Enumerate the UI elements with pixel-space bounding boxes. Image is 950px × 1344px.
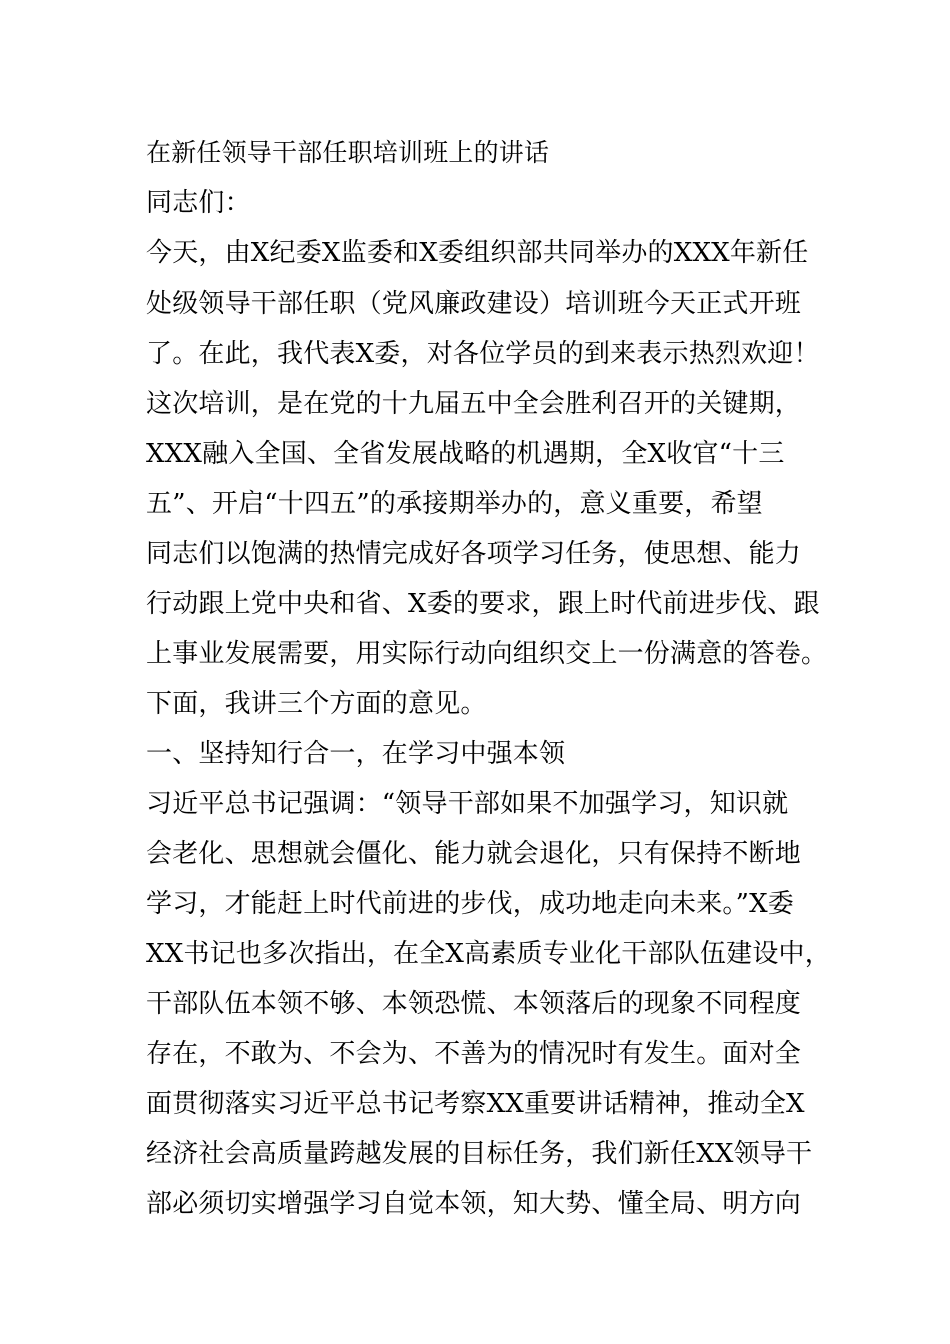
greeting-line: 同志们： [146,188,251,218]
section-heading: 一、坚持知行合一，在学习中强本领 [146,739,566,769]
paragraph-line: 同志们以饱满的热情完成好各项学习任务，使思想、能力 [146,539,802,569]
paragraph-line: XXX融入全国、全省发展战略的机遇期，全X收官“十三 [146,439,785,469]
paragraph-line: 处级领导干部任职（党风廉政建设）培训班今天正式开班 [146,289,802,319]
paragraph-line: 干部队伍本领不够、本领恐慌、本领落后的现象不同程度 [146,989,802,1019]
paragraph-line: 了。在此，我代表X委，对各位学员的到来表示热烈欢迎！ [146,339,820,369]
paragraph-line: 行动跟上党中央和省、X委的要求，跟上时代前进步伐、跟 [146,589,820,619]
paragraph-line: 这次培训，是在党的十九届五中全会胜利召开的关键期， [146,389,802,419]
paragraph-line: 部必须切实增强学习自觉本领，知大势、懂全局、明方向 [146,1189,802,1219]
paragraph-line: 学习，才能赶上时代前进的步伐，成功地走向未来。”X委 [146,889,795,919]
document-title: 在新任领导干部任职培训班上的讲话 [146,138,550,167]
paragraph-line: 存在，不敢为、不会为、不善为的情况时有发生。面对全 [146,1039,802,1069]
paragraph-line: 下面，我讲三个方面的意见。 [146,689,487,719]
paragraph-line: 今天，由X纪委X监委和X委组织部共同举办的XXX年新任 [146,238,809,268]
paragraph-line: 上事业发展需要，用实际行动向组织交上一份满意的答卷。 [146,639,828,669]
paragraph-line: 会老化、思想就会僵化、能力就会退化，只有保持不断地 [146,839,802,869]
paragraph-line: 经济社会高质量跨越发展的目标任务，我们新任XX领导干 [146,1139,813,1169]
paragraph-line: 习近平总书记强调：“领导干部如果不加强学习，知识就 [146,789,789,819]
paragraph-line: 五”、开启“十四五”的承接期举办的，意义重要，希望 [146,489,763,519]
paragraph-line: 面贯彻落实习近平总书记考察XX重要讲话精神，推动全X [146,1089,805,1119]
paragraph-line: XX书记也多次指出，在全X高素质专业化干部队伍建设中， [146,939,831,969]
